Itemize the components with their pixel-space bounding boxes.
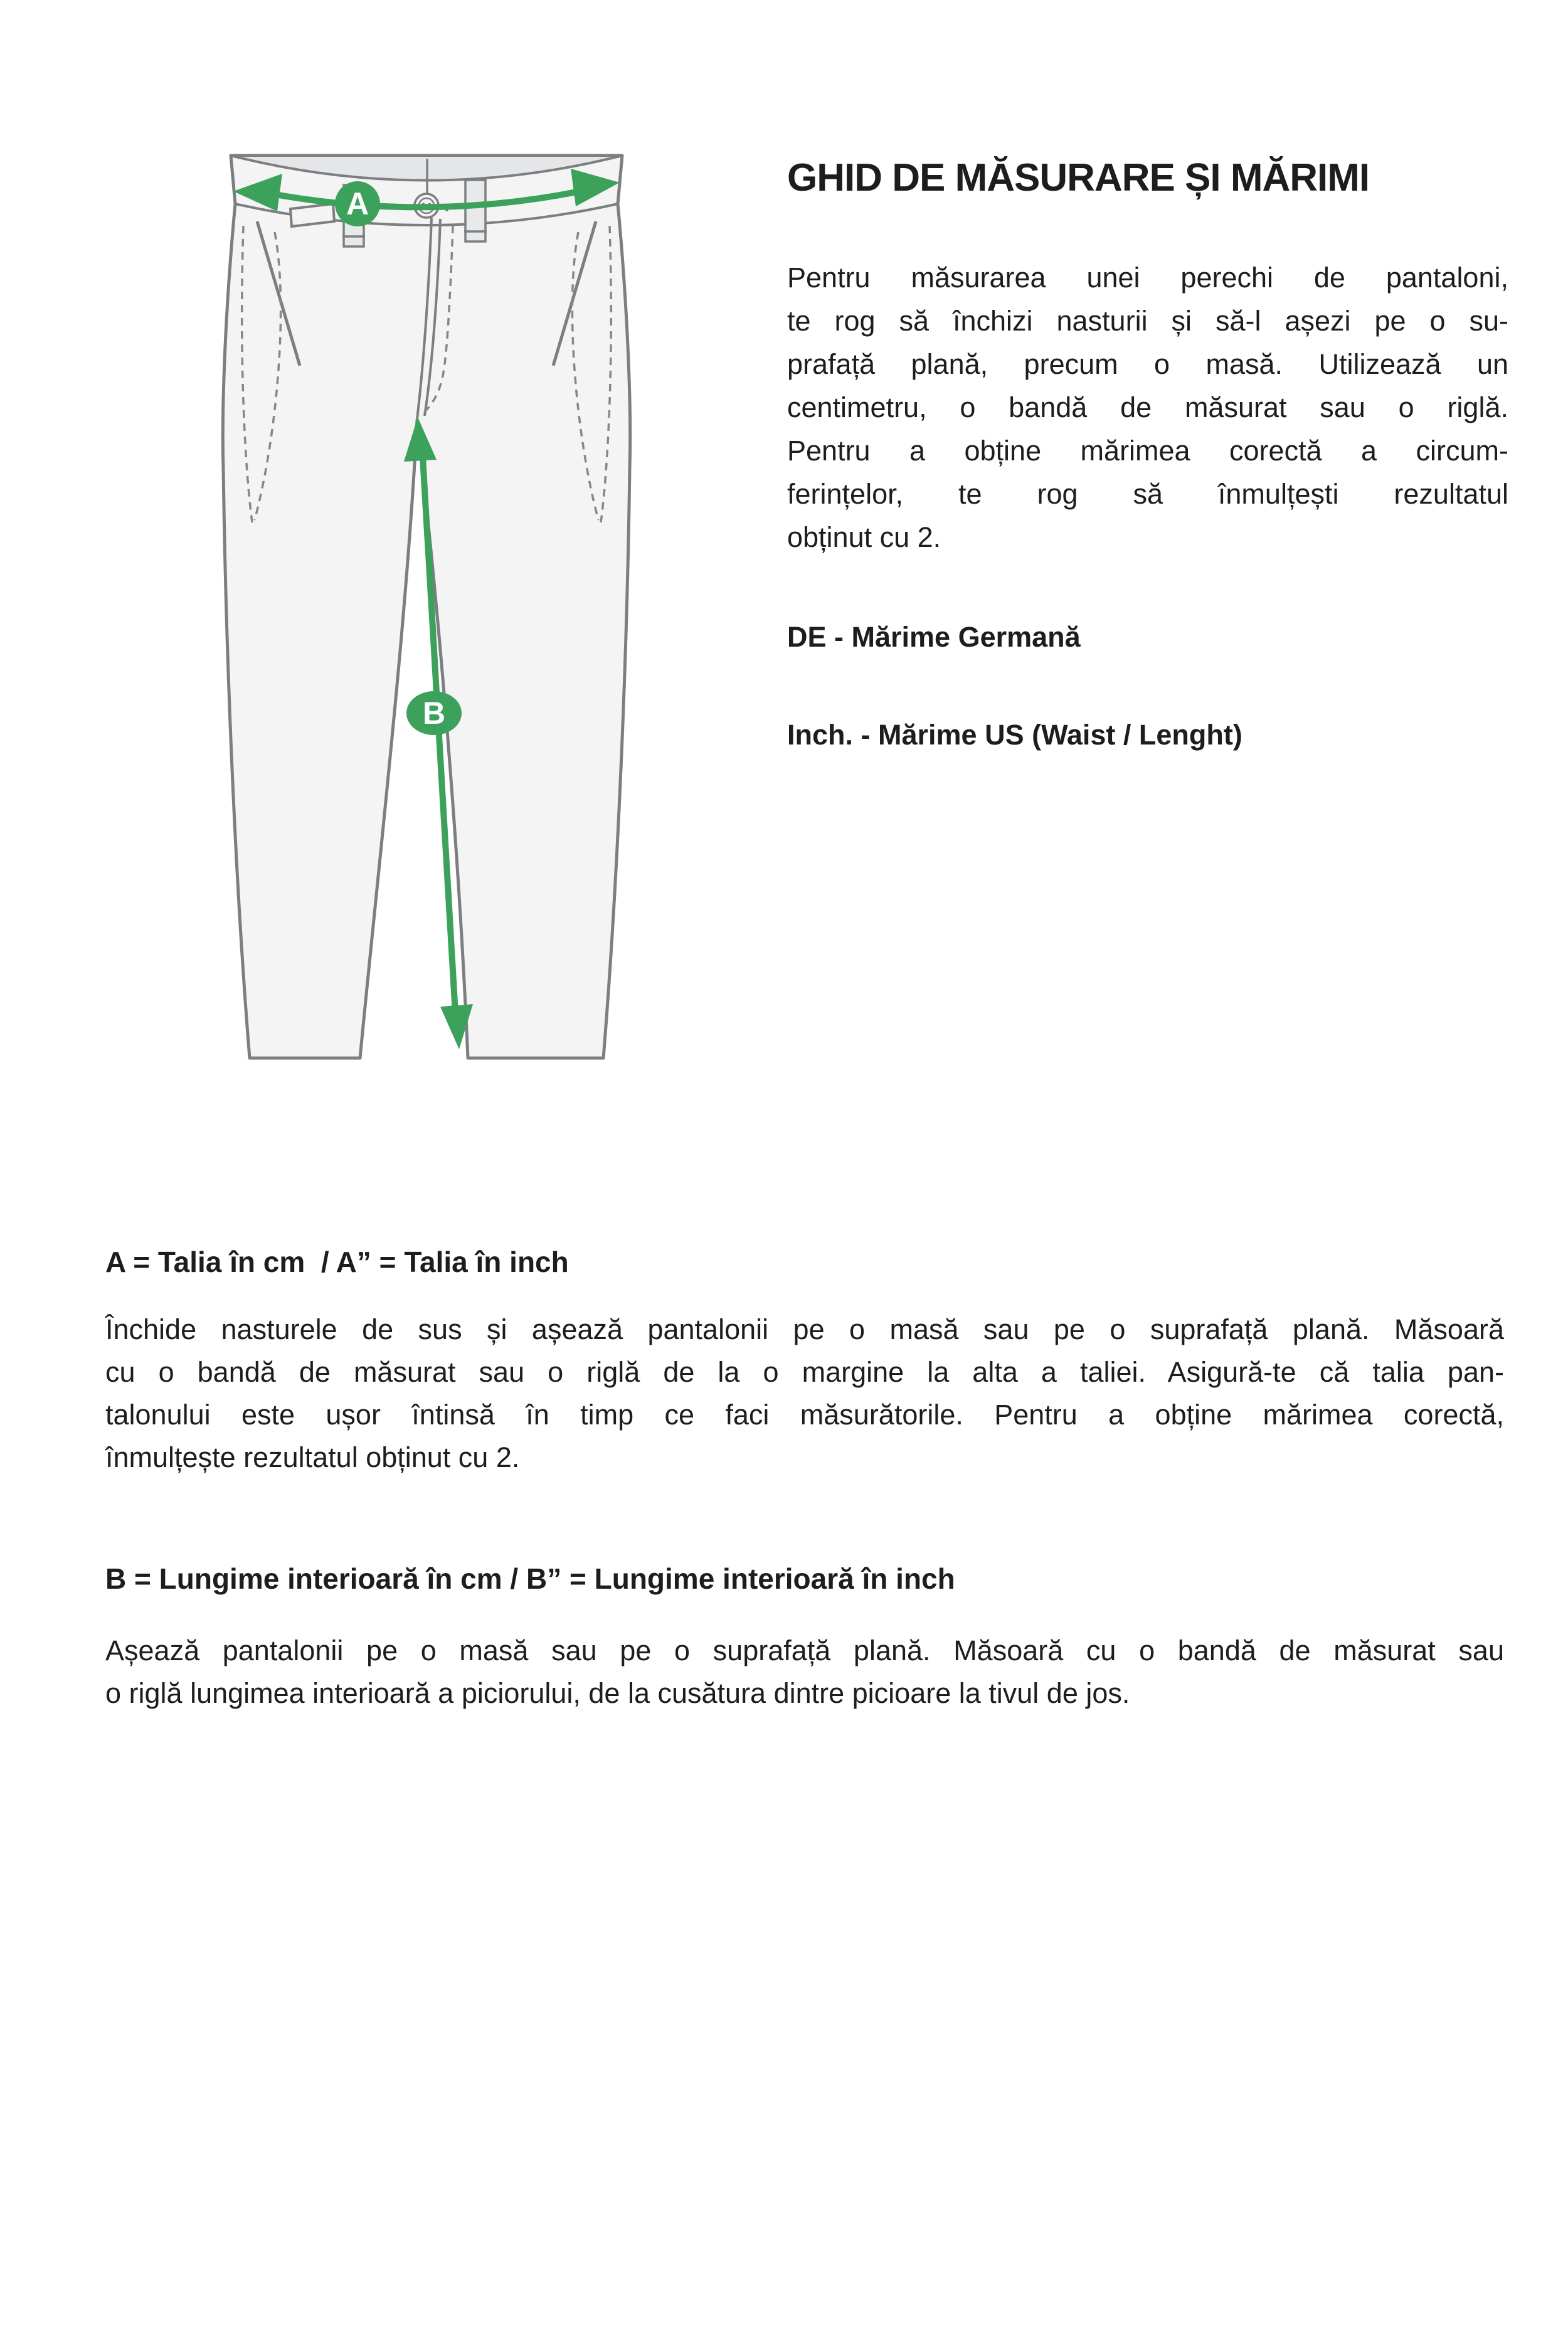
section-b-paragraph — [105, 1629, 1504, 1715]
section-a-heading: A = Talia în cm / A” = Talia în inch — [105, 1246, 569, 1278]
section-a-line: înmulțește rezultatul obținut cu 2. — [105, 1441, 520, 1473]
section-a-line: Închide nasturele de sus și așează pantalonii pe o masă sau pe o suprafață plană. Măsoară — [105, 1313, 1504, 1345]
welt-pocket — [290, 204, 334, 226]
section-a-line: talonului este ușor întinsă în timp ce faci măsurătorile. Pentru a obține mărimea corectă, — [105, 1399, 1504, 1431]
intro-line: obținut cu 2. — [787, 521, 941, 553]
intro-paragraph — [787, 256, 1508, 559]
section-b-heading: B = Lungime interioară în cm / B” = Lungime interioară în inch — [105, 1562, 955, 1595]
page-title: GHID DE MĂSURARE ȘI MĂRIMI — [787, 156, 1370, 199]
marker-a-label: A — [346, 186, 369, 221]
intro-line: te rog să închizi nasturii și să-l așezi pe o su- — [787, 305, 1508, 337]
intro-line: Pentru a obține mărimea corectă a circum- — [787, 435, 1508, 467]
section-b-line: Așează pantalonii pe o masă sau pe o suprafață plană. Măsoară cu o bandă de măsurat sau — [105, 1634, 1504, 1666]
marker-b-label: B — [422, 696, 446, 731]
section-a-line: cu o bandă de măsurat sau o riglă de la o margine la alta a taliei. Asigură-te că talia pan- — [105, 1356, 1504, 1388]
intro-line: prafață plană, precum o masă. Utilizează un — [787, 348, 1508, 380]
label-inch-size: Inch. - Mărime US (Waist / Lenght) — [787, 719, 1242, 751]
section-a-paragraph — [105, 1308, 1504, 1479]
intro-line: Pentru măsurarea unei perechi de pantaloni, — [787, 262, 1508, 294]
label-de-size: DE - Mărime Germană — [787, 621, 1081, 653]
pants-silhouette — [223, 156, 630, 1058]
pants-diagram — [220, 141, 633, 1076]
intro-line: centimetru, o bandă de măsurat sau o riglă. — [787, 391, 1508, 423]
intro-line: ferințelor, te rog să înmulțești rezultatul — [787, 478, 1508, 510]
section-b-line: o riglă lungimea interioară a piciorului, de la cusătura dintre picioare la tivul de jos. — [105, 1677, 1130, 1709]
